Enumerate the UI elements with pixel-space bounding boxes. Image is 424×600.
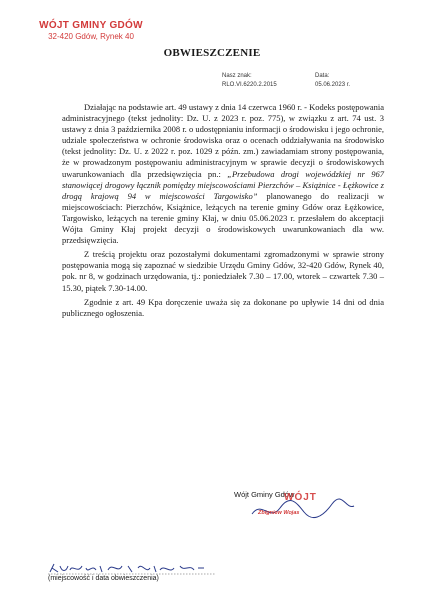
stamp-line-2: 32-420 Gdów, Rynek 40 [48,32,134,41]
paragraph-2: Z treścią projektu oraz pozostałymi dokumentami zgromadzonymi w sprawie strony postępowania mogą się zapoznać w siedzibie Urzędu Gminy Gdów, 32-420 Gdów, Rynek 40, pok. nr 8, w godzinach urzędowania, tj.: poniedziałek 7.30 – 17.00, wtorek – czwartek 7.30 – 15.30, piątek 7.30-14.00. [62,249,384,293]
paragraph-1 [62,102,384,246]
signatory-name: Zbigniew Wojas [258,510,300,516]
case-number-value: RLO.VI.6220.2.2015 [222,82,277,88]
document-title: OBWIESZCZENIE [163,47,261,59]
case-number-block [222,72,277,90]
place-date-caption: (miejscowość i data obwieszczenia) [48,575,159,582]
document-body [62,102,384,319]
office-stamp [16,20,166,42]
signatory-title: Wójt Gminy Gdów [234,490,295,499]
paragraph-1-text: Działając na podstawie art. 49 ustawy z dnia 14 czerwca 1960 r. - Kodeks postępowania administracyjnego (tekst jednolity: Dz. U. z 2023 r. poz. 775), w związku z art. 74 ust. 3 ustawy z dnia 3 października 2008 r. o udostępnianiu informacji o środowisku i jego ochronie, udziale społeczeństwa w ochronie środowiska oraz o ocenach oddziaływania na środowisko (tekst jednolity: Dz. U. z 2022 r. poz. 1029 z późn. zm.) zawiadamiam strony postępowania, że w prowadzonym postępowaniu administracyjnym w sprawie decyzji o środowiskowych uwarunkowaniach dla przedsięwzięcia pn.: [62,102,384,179]
stamp-line-1: WÓJT GMINY GDÓW [39,20,143,31]
project-name: „Przebudowa drogi wojewódzkiej nr 967 stanowiącej drogowy łącznik pomiędzy miejscowościami Pierzchów – Książnice - Łężkowice z drogą krajową 94 w miejscowości Targowisko” [62,168,385,201]
paragraph-1-rest: planowanego do realizacji w miejscowościach: Pierzchów, Książnice, leżących na terenie gminy Gdów oraz Łężkowice, Targowisko, leżących na terenie gminy Kłaj, w dniu 05.06.2023 r. przesłałem do akceptacji Wójta Gminy Kłaj projekt decyzji o środowiskowych uwarunkowaniach dla ww. przedsięwzięcia. [62,190,384,246]
date-value: 05.06.2023 r. [315,82,351,88]
signature-stamp: WÓJT [284,492,317,503]
case-number-label: Nasz znak: [222,73,252,79]
date-label: Data: [315,73,330,79]
signature-block [234,490,374,516]
paragraph-3: Zgodnie z art. 49 Kpa doręczenie uważa się za dokonane po upływie 14 dni od dnia publicznego ogłoszenia. [62,296,384,318]
date-block [315,72,350,90]
